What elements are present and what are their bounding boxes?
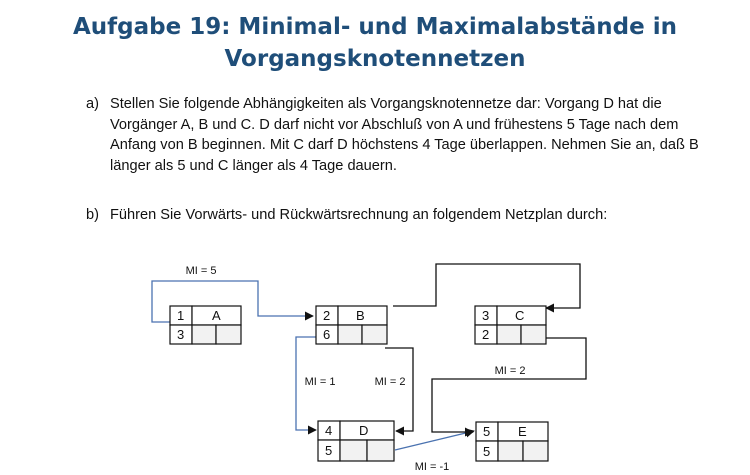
- label-mi-c-e: MI = 2: [494, 365, 526, 377]
- node-e-number: 5: [483, 424, 491, 439]
- node-d-name: D: [359, 423, 369, 438]
- node-c-number: 3: [482, 308, 490, 323]
- label-mi-a-b: MI = 5: [185, 265, 217, 277]
- edge-c-e: [432, 338, 586, 432]
- node-a: [170, 306, 241, 344]
- task-a-text: Stellen Sie folgende Abhängigkeiten als Vorgangsknotennetze dar: Vorgang D hat die Vorgänger A, B und C. D darf nicht vor Abschluß von A und frühestens 5 Tage nach dem Anfang von B beginnen. Mit C darf D höchstens 4 Tage überlappen. Nehmen Sie an, daß B länger als 5 und C länger als 4 Tage dauern.: [110, 96, 699, 174]
- page-title: Aufgabe 19: Minimal- und Maximalabstände in: [72, 14, 677, 40]
- node-c: [475, 306, 546, 344]
- node-a-name: A: [212, 308, 221, 323]
- node-e-name: E: [518, 424, 527, 439]
- node-e: [476, 422, 548, 461]
- label-mi-b-d-left: MI = 1: [304, 376, 336, 388]
- edge-b-c: [393, 264, 580, 308]
- node-b-number: 2: [323, 308, 331, 323]
- label-mi-b-d-right: MI = 2: [374, 376, 406, 388]
- task-a-marker: a): [86, 96, 99, 112]
- node-c-duration: 2: [482, 327, 490, 342]
- node-e-duration: 5: [483, 444, 491, 459]
- node-d-duration: 5: [325, 443, 333, 458]
- page-title-line2: Vorgangsknotennetzen: [224, 46, 526, 72]
- node-d-number: 4: [325, 423, 333, 438]
- node-a-duration: 3: [177, 327, 185, 342]
- edge-d-e: [395, 431, 474, 450]
- node-d: [318, 421, 394, 461]
- node-c-name: C: [515, 308, 525, 323]
- node-b-duration: 6: [323, 327, 331, 342]
- edge-b-d-right: [385, 348, 413, 431]
- task-b-marker: b): [86, 207, 99, 223]
- node-a-number: 1: [177, 308, 185, 323]
- node-b: [316, 306, 387, 344]
- label-mi-d-e: MI = -1: [414, 461, 450, 473]
- node-b-name: B: [356, 308, 365, 323]
- task-b-text: Führen Sie Vorwärts- und Rückwärtsrechnung an folgendem Netzplan durch:: [110, 207, 608, 223]
